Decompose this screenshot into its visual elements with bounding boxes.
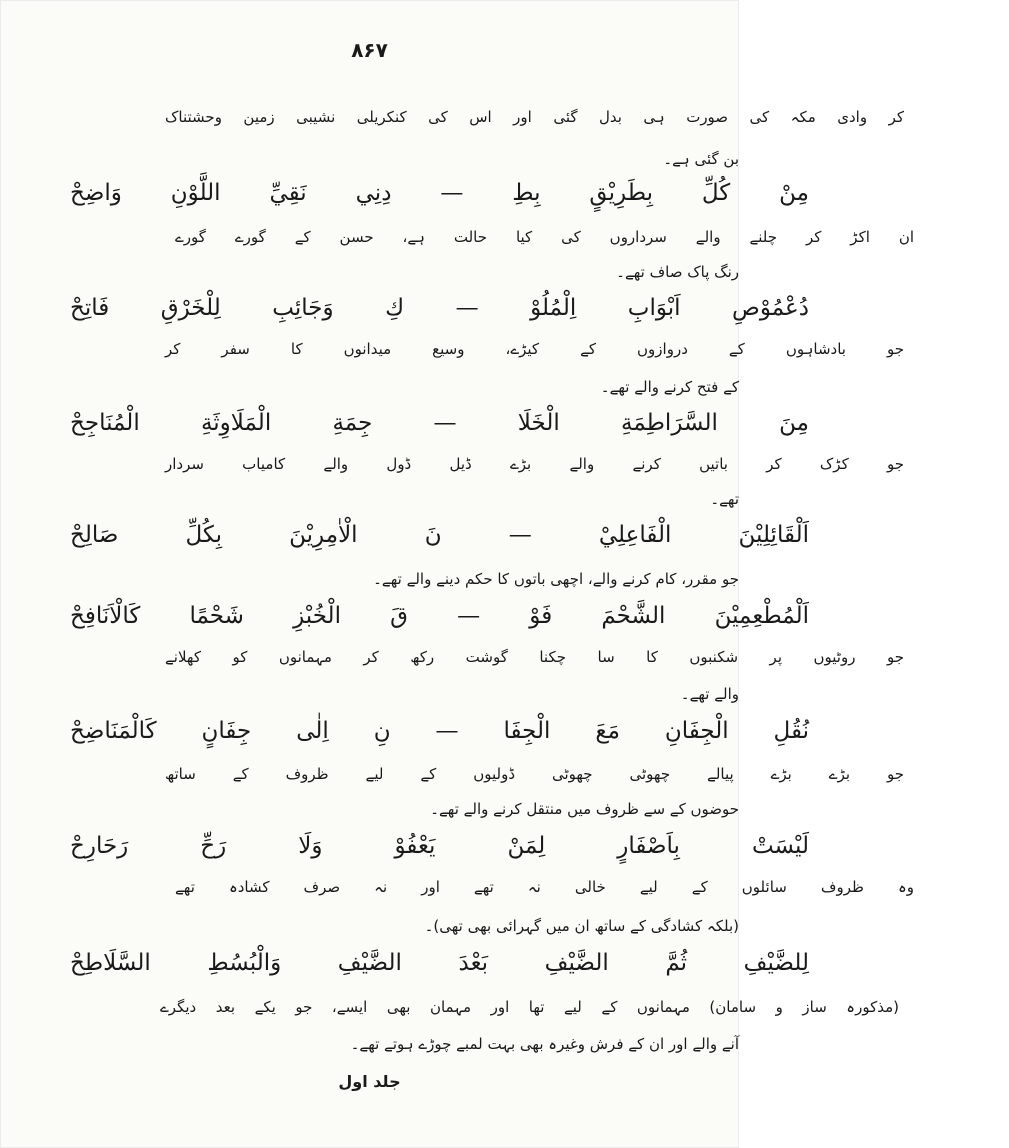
urdu-line: رنگ پاک صاف تھے۔ <box>616 263 739 281</box>
urdu-line: جو بادشاہوں کے دروازوں کے کیڑے، وسیع میدانوں کا سفر کر <box>165 340 904 358</box>
urdu-line: (مذکورہ ساز و سامان) مہمانوں کے لیے تھا اور مہمان بھی ایسے، جو یکے بعد دیگرے <box>160 998 899 1016</box>
urdu-line: تھے۔ <box>710 490 739 508</box>
urdu-line: جو بڑے بڑے پیالے چھوٹی چھوٹی ڈولیوں کے لیے ظروف کے ساتھ <box>165 765 904 783</box>
arabic-verse: لِلضَّيْفِ ثُمَّ الضَّيْفِ بَعْدَ الضَّيْفِ وَالْبُسُطِ السَّلَاطِحْ <box>70 950 809 976</box>
arabic-verse: دُعْمُوْصِ اَبْوَابِ اِلْمُلُوْ — كِ وَجَائِبِ لِلْخَرْقِ فَاتِحْ <box>70 295 809 321</box>
urdu-line: کر وادی مکہ کی صورت ہی بدل گئی اور اس کی کنکریلی نشیبی زمین وحشتناک <box>165 108 904 126</box>
arabic-verse: لَيْسَتْ بِاَصْفَارٍ لِمَنْ يَعْفُوْ وَلَا رَحِّ رَحَارِحْ <box>70 833 809 859</box>
urdu-line: وہ ظروف سائلوں کے لیے خالی نہ تھے اور نہ صرف کشادہ تھے <box>175 878 914 896</box>
urdu-line: جو مقرر، کام کرنے والے، اچھی باتوں کا حکم دینے والے تھے۔ <box>373 570 739 588</box>
urdu-line: والے تھے۔ <box>680 685 739 703</box>
arabic-verse: اَلْمُطْعِمِيْنَ الشَّحْمَ فَوْ — قَ الْخُبْزِ شَحْمًا كَالْاَنَافِحْ <box>70 603 809 629</box>
urdu-line: جو روٹیوں پر شکنبوں کا سا چکنا گوشت رکھ کر مہمانوں کو کھلانے <box>165 648 904 666</box>
arabic-verse: مِنْ كُلِّ بِطَرِيْقٍ بِطِ — دِنِي نَقِيِّ اللَّوْنِ وَاضِحْ <box>70 180 809 206</box>
urdu-line: (بلکہ کشادگی کے ساتھ ان میں گہرائی بھی تھی)۔ <box>424 917 739 935</box>
urdu-line: کے فتح کرنے والے تھے۔ <box>600 378 739 396</box>
urdu-line: حوضوں کے سے ظروف میں منتقل کرنے والے تھے۔ <box>430 800 739 818</box>
arabic-verse: نُقُلِ الْجِفَانِ مَعَ الْجِفَا — نِ اِلٰى جِفَانٍ كَالْمَنَاضِحْ <box>70 718 809 744</box>
page-number: ۸۶۷ <box>351 38 388 62</box>
volume-label: جلد اول <box>338 1072 401 1091</box>
arabic-verse: مِنَ السَّرَاطِمَةِ الْخَلَا — جِمَةِ الْمَلَاوِثَةِ الْمُنَاجِحْ <box>70 410 809 436</box>
urdu-line: بن گئی ہے۔ <box>663 150 739 168</box>
urdu-line: جو کڑک کر باتیں کرنے والے بڑے ڈیل ڈول والے کامیاب سردار <box>165 455 904 473</box>
arabic-verse: اَلْقَائِلِيْنَ الْفَاعِلِيْ — نَ الْاٰمِرِيْنَ بِكُلِّ صَالِحْ <box>70 522 809 548</box>
urdu-line: آنے والے اور ان کے فرش وغیرہ بھی بہت لمبے چوڑے ہوتے تھے۔ <box>350 1035 739 1053</box>
urdu-line: ان اکڑ کر چلنے والے سرداروں کی کیا حالت ہے، حسن کے گورے گورے <box>175 228 914 246</box>
